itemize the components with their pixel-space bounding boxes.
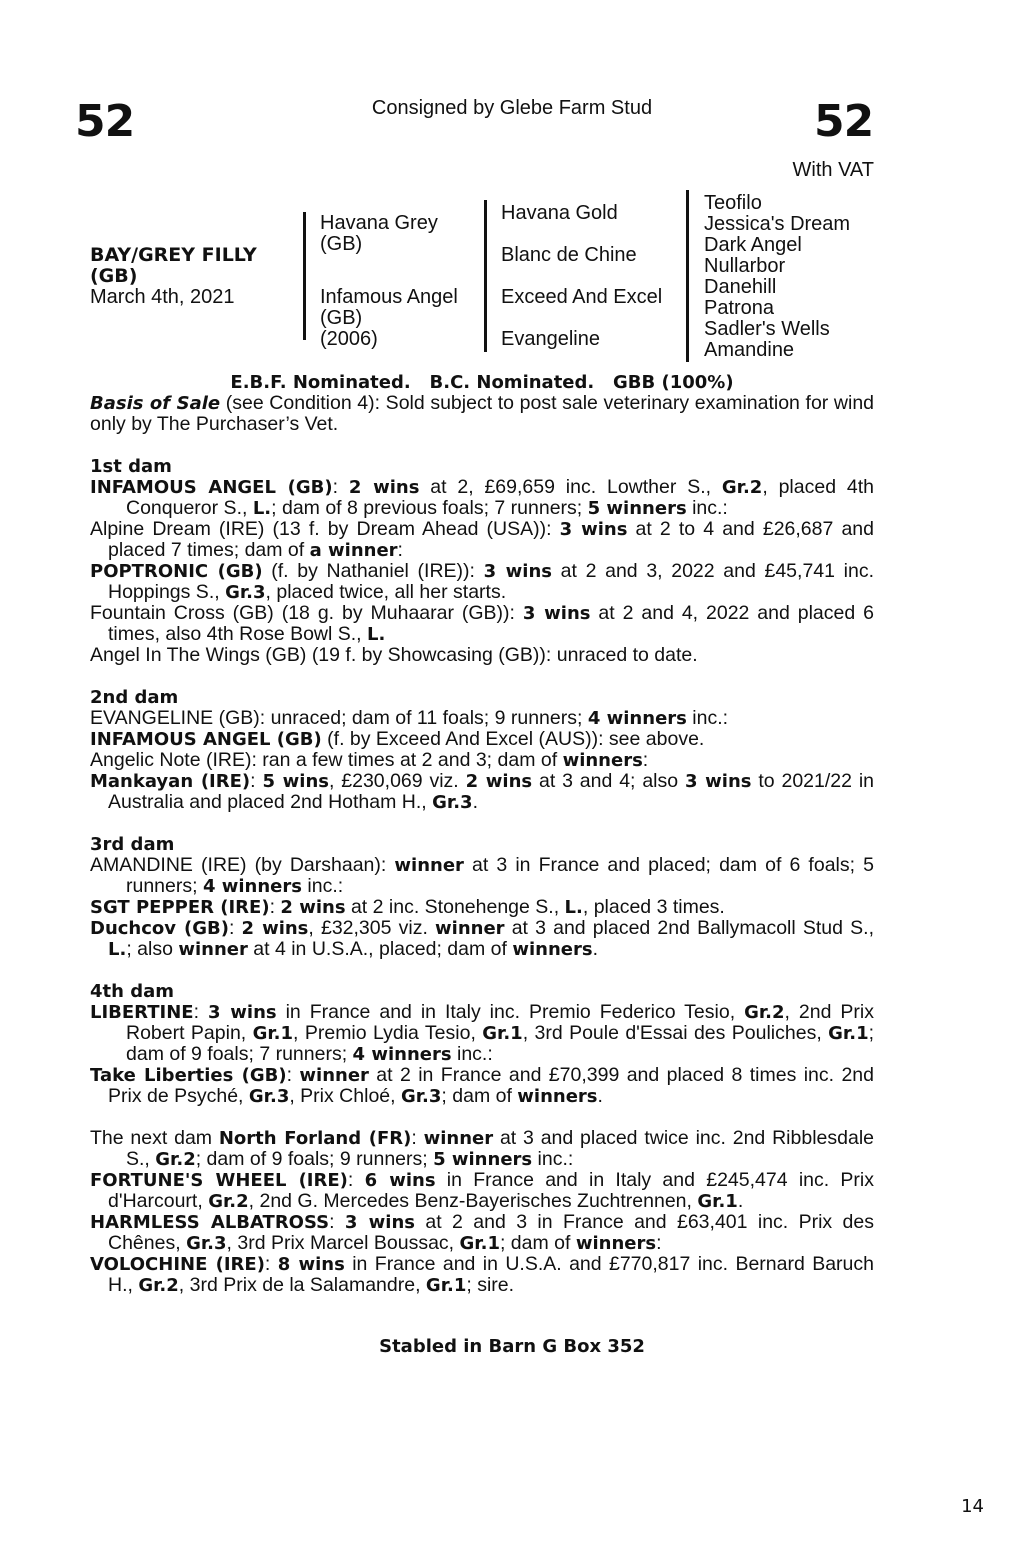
page-number: 14 <box>961 1496 984 1517</box>
dam4-entry: LIBERTINE: 3 wins in France and in Italy inc. Premio Federico Tesio, Gr.2, 2nd Prix Robert Papin, Gr.1, Premio Lydia Tesio, Gr.1, 3rd Poule d'Essai des Pouliches, Gr.1; dam of 9 foals; 7 runners; 4 winners inc.: <box>90 1001 875 1065</box>
pedigree-dam <box>320 287 458 350</box>
pedigree-divider-2 <box>484 200 487 352</box>
great-grandparent-4: Nullarbor <box>704 255 786 277</box>
foaling-date: March 4th, 2021 <box>90 286 235 308</box>
dam1-entry: INFAMOUS ANGEL (GB): 2 wins at 2, £69,659 inc. Lowther S., Gr.2, placed 4th Conqueror S., L.; dam of 8 previous foals; 7 runners; 5 winners inc.: <box>90 476 874 519</box>
basis-label: Basis of Sale <box>90 393 221 414</box>
grandparent-3: Exceed And Excel <box>501 286 663 308</box>
great-grandparent-2: Jessica's Dream <box>704 213 851 235</box>
dam2-entry: EVANGELINE (GB): unraced; dam of 11 foals; 9 runners; 4 winners inc.: <box>90 707 729 729</box>
sire-name: Havana Grey <box>320 212 438 234</box>
great-grandparent-5: Danehill <box>704 276 777 298</box>
lot-number-left: 52 <box>75 96 135 147</box>
grandparent-1: Havana Gold <box>501 202 618 224</box>
sire-country: (GB) <box>320 233 363 255</box>
grandparent-4: Evangeline <box>501 328 600 350</box>
dam3-produce-2: Duchcov (GB): 2 wins, £32,305 viz. winner at 3 and placed 2nd Ballymacoll Stud S., L.; also winner at 4 in U.S.A., placed; dam of winners. <box>90 917 874 960</box>
nominations-text: E.B.F. Nominated. B.C. Nominated. GBB (100%) <box>230 372 734 393</box>
dam3-produce-1: SGT PEPPER (IRE): 2 wins at 2 inc. Stonehenge S., L., placed 3 times. <box>90 896 725 918</box>
dam1-produce-1-foal: POPTRONIC (GB) (f. by Nathaniel (IRE)): 3 wins at 2 and 3, 2022 and £45,741 inc. Hoppings S., Gr.3, placed twice, all her starts. <box>90 560 874 603</box>
great-grandparents <box>704 193 850 361</box>
dam3-entry: AMANDINE (IRE) (by Darshaan): winner at 3 in France and placed; dam of 6 foals; 5 runners; 4 winners inc.: <box>90 854 874 897</box>
great-grandparent-6: Patrona <box>704 297 775 319</box>
dam-country: (GB) <box>320 307 363 329</box>
dam-year: (2006) <box>320 328 378 350</box>
dam2-produce-1: INFAMOUS ANGEL (GB) (f. by Exceed And Excel (AUS)): see above. <box>90 728 705 750</box>
basis-of-sale <box>90 393 874 435</box>
horse-identity <box>90 245 257 308</box>
pedigree-sire <box>320 213 438 255</box>
grandparent-2: Blanc de Chine <box>501 244 637 266</box>
dam2-produce-2-foal: Mankayan (IRE): 5 wins, £230,069 viz. 2 wins at 3 and 4; also 3 wins to 2021/22 in Australia and placed 2nd Hotham H., Gr.3. <box>90 770 875 813</box>
dam1-produce-2: Fountain Cross (GB) (18 g. by Muhaarar (GB)): 3 wins at 2 and 4, 2022 and placed 6 times, also 4th Rose Bowl S., L. <box>90 602 874 645</box>
nextdam-entry: The next dam North Forland (FR): winner at 3 and placed twice inc. 2nd Ribblesdale S., Gr.2; dam of 9 foals; 9 runners; 5 winners inc.: <box>90 1127 874 1170</box>
nextdam-produce-2-foal: VOLOCHINE (IRE): 8 wins in France and in U.S.A. and £770,817 inc. Bernard Baruch H., Gr.2, 3rd Prix de la Salamandre, Gr.1; sire. <box>90 1253 874 1296</box>
stabling-info: Stabled in Barn G Box 352 <box>379 1336 645 1357</box>
great-grandparent-1: Teofilo <box>704 192 762 214</box>
horse-title-line2: (GB) <box>90 265 138 287</box>
pedigree-divider-3 <box>686 190 689 362</box>
nextdam-produce-1: FORTUNE'S WHEEL (IRE): 6 wins in France and in Italy and £245,474 inc. Prix d'Harcourt, Gr.2, 2nd G. Mercedes Benz-Bayerisches Zuchtrennen, Gr.1. <box>90 1169 875 1212</box>
dam1-produce-3: Angel In The Wings (GB) (19 f. by Showcasing (GB)): unraced to date. <box>90 644 698 666</box>
dam4-produce-1: Take Liberties (GB): winner at 2 in France and £70,399 and placed 8 times inc. 2nd Prix de Psyché, Gr.3, Prix Chloé, Gr.3; dam of winners. <box>90 1064 875 1107</box>
basis-text: (see Condition 4): Sold subject to post sale veterinary examination for wind only by The Purchaser’s Vet. <box>90 392 875 435</box>
lot-number-right: 52 <box>814 96 874 147</box>
horse-title-line1: BAY/GREY FILLY <box>90 244 257 266</box>
dam-name: Infamous Angel <box>320 286 458 308</box>
consignor: Consigned by Glebe Farm Stud <box>371 97 653 119</box>
pedigree-divider-1 <box>303 212 306 340</box>
dam2-produce-2: Angelic Note (IRE): ran a few times at 2 and 3; dam of winners: <box>90 749 649 771</box>
great-grandparent-8: Amandine <box>704 339 795 361</box>
nextdam-produce-2: HARMLESS ALBATROSS: 3 wins at 2 and 3 in France and £63,401 inc. Prix des Chênes, Gr.3, 3rd Prix Marcel Boussac, Gr.1; dam of winners: <box>90 1211 874 1254</box>
vat-status: With VAT <box>792 159 874 181</box>
nominations <box>90 372 874 393</box>
dam3-heading: 3rd dam <box>90 834 175 855</box>
dam2-heading: 2nd dam <box>90 687 179 708</box>
dam1-produce-1: Alpine Dream (IRE) (13 f. by Dream Ahead (USA)): 3 wins at 2 to 4 and £26,687 and placed 7 times; dam of a winner: <box>90 518 874 561</box>
great-grandparent-3: Dark Angel <box>704 234 802 256</box>
catalogue-body <box>90 372 874 1296</box>
dam4-heading: 4th dam <box>90 981 174 1002</box>
dam1-heading: 1st dam <box>90 456 172 477</box>
great-grandparent-7: Sadler's Wells <box>704 318 830 340</box>
